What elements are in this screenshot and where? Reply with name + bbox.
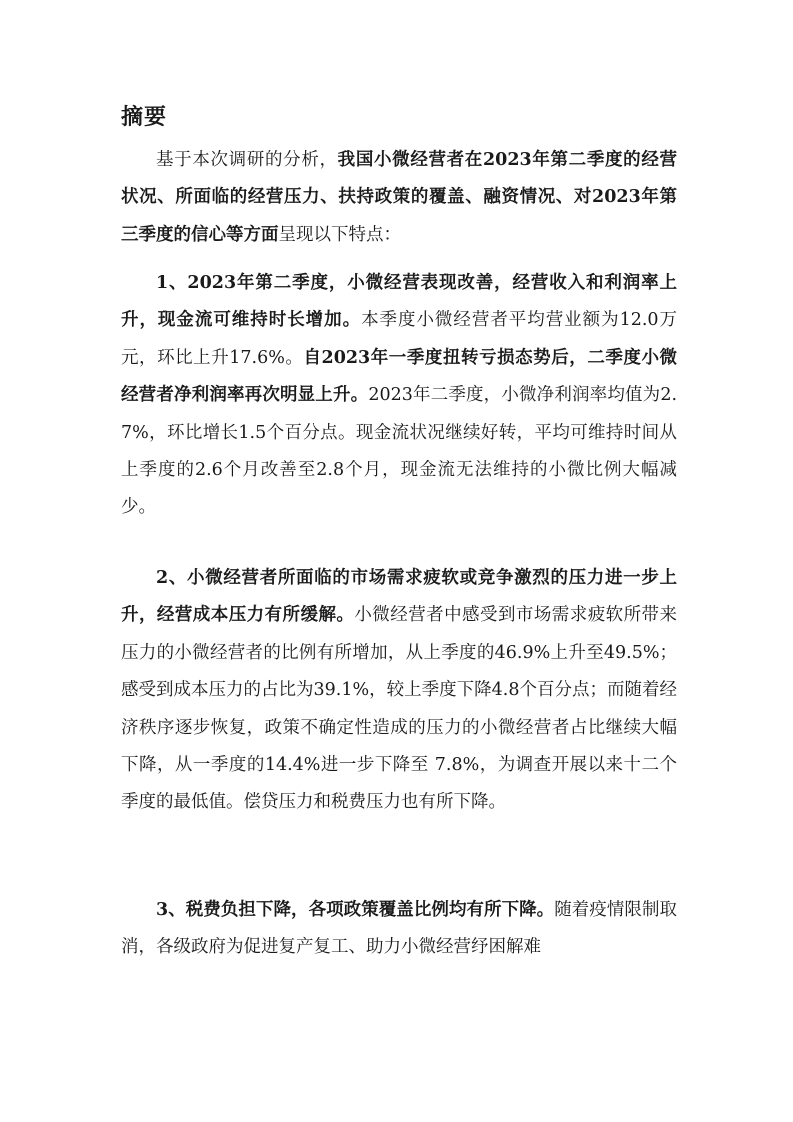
paragraph-point-1 — [121, 265, 677, 527]
paragraph-intro — [121, 142, 677, 254]
paragraph-point-3 — [121, 892, 677, 967]
text-run: 本季度小微经营者平均营业额为12.0万元，环比上升17.6%。 — [121, 310, 678, 368]
text-run-bold: 1、2023年第二季度，小微经营表现改善，经营收入和利润率上升，现金流可维持时长增加。 — [121, 273, 677, 331]
page-title: 摘要 — [121, 104, 168, 130]
text-run: 随着疫情限制取消，各级政府为促进复产复工、助力小微经营纾困解难 — [121, 900, 677, 958]
text-run: 2023年二季度，小微净利润率均值为2.7%，环比增长1.5个百分点。现金流状况继续好转，平均可维持时间从上季度的2.6个月改善至2.8个月，现金流无法维持的小微比例大幅减少。 — [121, 385, 678, 518]
text-run-bold: 3、税费负担下降，各项政策覆盖比例均有所下降。 — [156, 900, 555, 920]
text-run: 小微经营者中感受到市场需求疲软所带来压力的小微经营者的比例有所增加，从上季度的46.9%上升至49.5%；感受到成本压力的占比为39.1%，较上季度下降4.8个百分点；而随着经济秩序逐步恢复，政策不确定性造成的压力的小微经营者占比继续大幅下降，从一季度的14.4%进一步下降至 7.8%，为调查开展以来十二个季度的最低值。偿贷压力和税费压力也有所下降。 — [121, 605, 678, 813]
text-run: 基于本次调研的分析， — [156, 150, 338, 170]
text-run-bold: 2、小微经营者所面临的市场需求疲软或竞争激烈的压力进一步上升，经营成本压力有所缓解。 — [121, 568, 677, 626]
text-run-bold: 我国小微经营者在2023年第二季度的经营状况、所面临的经营压力、扶持政策的覆盖、融资情况、对2023年第三季度的信心等方面 — [121, 150, 677, 245]
text-run: 呈现以下特点： — [278, 224, 401, 245]
text-run-bold: 自2023年一季度扭转亏损态势后，二季度小微经营者净利润率再次明显上升。 — [121, 347, 677, 406]
paragraph-point-2 — [121, 560, 677, 822]
